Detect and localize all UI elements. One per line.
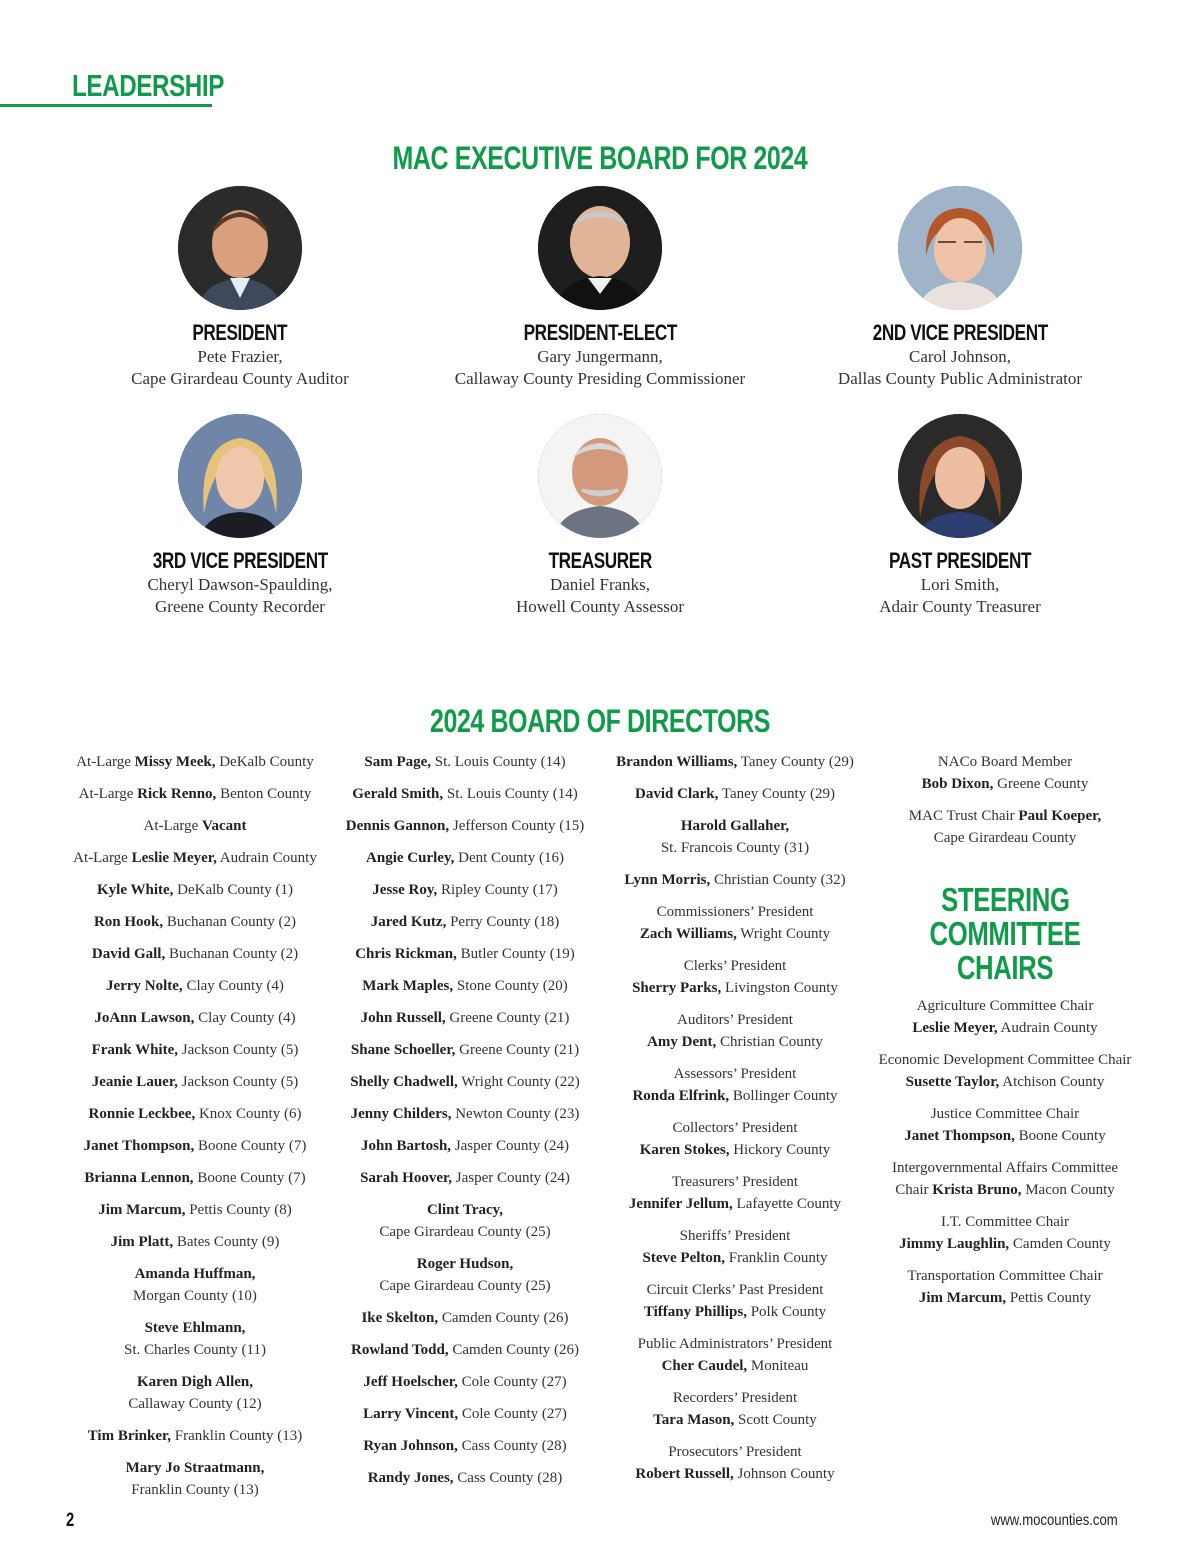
role-title: PRESIDENT: [192, 320, 288, 345]
portrait-photo: [178, 186, 302, 310]
director-entry: Commissioners’ President Zach Williams, Wright County: [639, 904, 831, 942]
mac-trust-chair: MAC Trust Chair Paul Koeper, Cape Girardeau County: [908, 808, 1102, 846]
member-office: Cape Girardeau County Auditor: [131, 369, 349, 388]
committee-chair: I.T. Committee Chair Jimmy Laughlin, Camden County: [899, 1214, 1111, 1252]
board-title: 2024 BOARD OF DIRECTORS: [429, 703, 771, 739]
section-title: LEADERSHIP: [72, 68, 224, 103]
director-entry: Prosecutors’ President Robert Russell, Johnson County: [635, 1444, 835, 1482]
directors-column-4: [870, 751, 1140, 1319]
director-entry: Ron Hook, Buchanan County (2): [93, 914, 297, 930]
director-entry: Jerry Nolte, Clay County (4): [106, 978, 284, 994]
director-entry: Harold Gallaher, St. Francois County (31): [660, 818, 810, 856]
director-entry: Sheriffs’ President Steve Pelton, Franklin County: [642, 1228, 828, 1266]
director-entry: Clerks’ President Sherry Parks, Livingston County: [632, 958, 838, 996]
director-entry: Larry Vincent, Cole County (27): [363, 1406, 567, 1422]
directors-column-1: [60, 751, 330, 1511]
director-entry: Public Administrators’ President Cher Caudel, Moniteau: [637, 1336, 833, 1374]
member-office: Callaway County Presiding Commissioner: [454, 369, 746, 388]
director-entry: Steve Ehlmann, St. Charles County (11): [124, 1320, 266, 1358]
directors-column-3: [600, 751, 870, 1495]
director-entry: Sarah Hoover, Jasper County (24): [360, 1170, 570, 1186]
committee-chair: Economic Development Committee Chair Susette Taylor, Atchison County: [878, 1052, 1132, 1090]
director-entry: Clint Tracy, Cape Girardeau County (25): [379, 1202, 551, 1240]
director-entry: At-Large Rick Renno, Benton County: [78, 786, 312, 802]
director-entry: Karen Digh Allen, Callaway County (12): [128, 1374, 262, 1412]
director-entry: Ronnie Leckbee, Knox County (6): [88, 1106, 302, 1122]
director-entry: Dennis Gannon, Jefferson County (15): [345, 818, 585, 834]
director-entry: At-Large Leslie Meyer, Audrain County: [73, 850, 317, 866]
exec-member-3rd-vice-president: [60, 414, 420, 618]
director-entry: Janet Thompson, Boone County (7): [83, 1138, 307, 1154]
website-link[interactable]: www.mocounties.com: [991, 1512, 1118, 1529]
steering-heading: STEERING COMMITTEE CHAIRS: [929, 881, 1081, 986]
director-entry: Brianna Lennon, Boone County (7): [84, 1170, 306, 1186]
role-title: 2ND VICE PRESIDENT: [872, 320, 1048, 345]
directors-column-2: [330, 751, 600, 1499]
director-entry: Mary Jo Straatmann, Franklin County (13): [125, 1460, 265, 1498]
director-entry: Sam Page, St. Louis County (14): [364, 754, 566, 770]
member-office: Adair County Treasurer: [879, 597, 1041, 616]
portrait-photo: [538, 414, 662, 538]
director-entry: Recorders’ President Tara Mason, Scott County: [653, 1390, 817, 1428]
director-entry: Brandon Williams, Taney County (29): [616, 754, 854, 770]
role-title: 3RD VICE PRESIDENT: [152, 548, 328, 573]
director-entry: Jim Platt, Bates County (9): [110, 1234, 280, 1250]
role-title: PAST PRESIDENT: [888, 548, 1032, 573]
director-entry: Jenny Childers, Newton County (23): [350, 1106, 580, 1122]
member-name: Daniel Franks,: [549, 575, 651, 594]
director-entry: Gerald Smith, St. Louis County (14): [352, 786, 578, 802]
exec-board-title: MAC EXECUTIVE BOARD FOR 2024: [392, 140, 808, 176]
portrait-photo: [898, 186, 1022, 310]
director-entry: At-Large Vacant: [143, 818, 247, 834]
committee-chair: Agriculture Committee Chair Leslie Meyer, Audrain County: [912, 998, 1098, 1036]
director-entry: Circuit Clerks’ Past President Tiffany Phillips, Polk County: [643, 1282, 827, 1320]
page-number: 2: [66, 1510, 74, 1531]
director-entry: Ryan Johnson, Cass County (28): [363, 1438, 567, 1454]
member-office: Dallas County Public Administrator: [837, 369, 1083, 388]
member-office: Howell County Assessor: [515, 597, 685, 616]
member-name: Cheryl Dawson-Spaulding,: [147, 575, 333, 594]
director-entry: Roger Hudson, Cape Girardeau County (25): [379, 1256, 551, 1294]
director-entry: Jared Kutz, Perry County (18): [370, 914, 560, 930]
member-office: Greene County Recorder: [155, 597, 325, 616]
director-entry: Jeff Hoelscher, Cole County (27): [363, 1374, 567, 1390]
director-entry: Jeanie Lauer, Jackson County (5): [91, 1074, 299, 1090]
exec-board-heading: [0, 140, 1200, 177]
section-rule: [0, 104, 212, 107]
director-entry: Rowland Todd, Camden County (26): [351, 1342, 579, 1358]
director-entry: Chris Rickman, Butler County (19): [355, 946, 575, 962]
director-entry: Ike Skelton, Camden County (26): [361, 1310, 569, 1326]
director-entry: JoAnn Lawson, Clay County (4): [94, 1010, 296, 1026]
director-entry: Assessors’ President Ronda Elfrink, Bollinger County: [632, 1066, 838, 1104]
director-entry: John Russell, Greene County (21): [360, 1010, 570, 1026]
director-entry: Auditors’ President Amy Dent, Christian County: [647, 1012, 823, 1050]
director-entry: Lynn Morris, Christian County (32): [624, 872, 846, 888]
director-entry: Amanda Huffman, Morgan County (10): [133, 1266, 257, 1304]
director-entry: Treasurers’ President Jennifer Jellum, Lafayette County: [628, 1174, 842, 1212]
director-entry: Randy Jones, Cass County (28): [367, 1470, 563, 1486]
exec-member-treasurer: [420, 414, 780, 618]
director-entry: Collectors’ President Karen Stokes, Hickory County: [639, 1120, 831, 1158]
director-entry: At-Large Missy Meek, DeKalb County: [76, 754, 314, 770]
director-entry: Tim Brinker, Franklin County (13): [87, 1428, 303, 1444]
director-entry: Shane Schoeller, Greene County (21): [350, 1042, 580, 1058]
director-entry: Jesse Roy, Ripley County (17): [372, 882, 558, 898]
portrait-photo: [178, 414, 302, 538]
director-entry: Shelly Chadwell, Wright County (22): [350, 1074, 580, 1090]
committee-chair: Transportation Committee Chair Jim Marcum, Pettis County: [907, 1268, 1103, 1306]
director-entry: Frank White, Jackson County (5): [91, 1042, 299, 1058]
committee-chair: Intergovernmental Affairs Committee Chair Krista Bruno, Macon County: [891, 1160, 1119, 1198]
member-name: Gary Jungermann,: [537, 347, 663, 366]
director-entry: David Gall, Buchanan County (2): [91, 946, 299, 962]
director-entry: John Bartosh, Jasper County (24): [361, 1138, 569, 1154]
director-entry: David Clark, Taney County (29): [635, 786, 835, 802]
director-entry: Kyle White, DeKalb County (1): [97, 882, 293, 898]
member-name: Carol Johnson,: [909, 347, 1011, 366]
exec-member-2nd-vice-president: [780, 186, 1140, 390]
member-name: Lori Smith,: [920, 575, 1000, 594]
director-entry: Jim Marcum, Pettis County (8): [98, 1202, 292, 1218]
member-name: Pete Frazier,: [197, 347, 283, 366]
exec-member-past-president: [780, 414, 1140, 618]
director-entry: Angie Curley, Dent County (16): [366, 850, 564, 866]
portrait-photo: [898, 414, 1022, 538]
role-title: PRESIDENT-ELECT: [523, 320, 677, 345]
section-label: [72, 68, 267, 104]
exec-member-president: [60, 186, 420, 390]
portrait-photo: [538, 186, 662, 310]
committee-chair: Justice Committee Chair Janet Thompson, Boone County: [904, 1106, 1106, 1144]
board-heading: [0, 703, 1200, 740]
naco-board-member: NACo Board Member Bob Dixon, Greene County: [921, 754, 1089, 792]
role-title: TREASURER: [548, 548, 652, 573]
director-entry: Mark Maples, Stone County (20): [362, 978, 568, 994]
exec-member-president-elect: [420, 186, 780, 390]
